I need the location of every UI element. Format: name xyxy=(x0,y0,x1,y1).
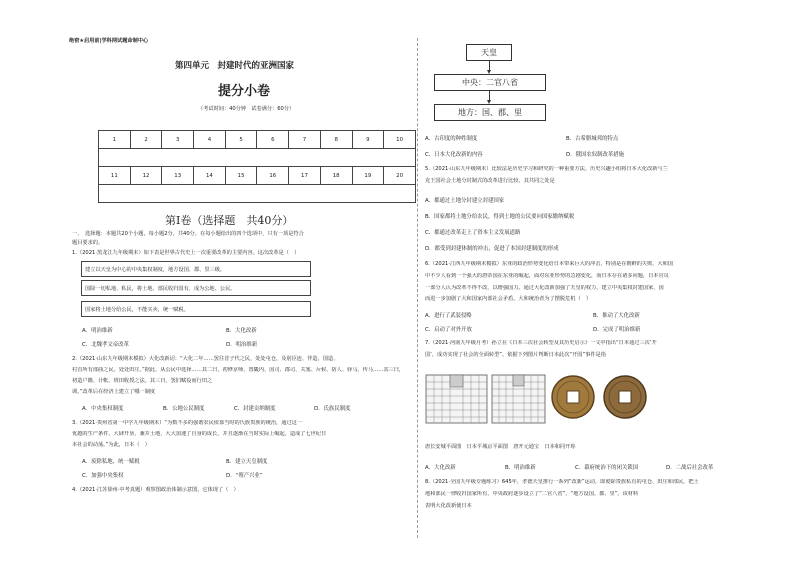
instructions-line-2: 题目要求的。 xyxy=(72,240,104,246)
q8-line-2: 地和部民一律收归国家所有，中央政府逐步设立了“二官八省”，“地方设国、郡、里”，该材料 xyxy=(425,491,639,497)
q1-stem: 1.（2021·黑龙江九年级期末）如下表是世界古代史上一次重要改革的主要内容。这次改革是（ ） xyxy=(72,250,300,256)
q5-line-2: 克王国社会土地分封制式的改革进行比较，其共同之处是 xyxy=(425,178,555,184)
score-answer-row[interactable] xyxy=(99,149,416,167)
score-cell-7: 7 xyxy=(289,131,321,149)
q2-line-4: 调。”改革后在经济上建立了哪一制度 xyxy=(72,389,156,395)
score-answer-row[interactable] xyxy=(99,185,416,203)
q3-option-d[interactable]: D．“殖产兴业” xyxy=(226,473,263,479)
exam-info: （考试时间：40分钟 试卷满分：60分） xyxy=(198,106,295,112)
score-cell-12: 12 xyxy=(130,167,162,185)
q7-option-b[interactable]: B．明治维新 xyxy=(505,465,536,471)
header-left: 绝密★启用前|学科网试题命制中心 xyxy=(69,38,149,44)
paper-title: 提分小卷 xyxy=(218,84,271,99)
score-cell-4: 4 xyxy=(194,131,226,149)
score-cell-9: 9 xyxy=(352,131,384,149)
score-cell-19: 19 xyxy=(352,167,384,185)
q1-option-d[interactable]: D．明治维新 xyxy=(226,342,258,348)
q7-caption: 唐长安城平面图 日本平城京平面图 唐开元通宝 日本和同开珎 xyxy=(425,444,576,450)
chang-an-city-plan-image xyxy=(425,374,488,424)
q1-row-1: 建立以天皇为中心的中央集权制度，地方设国、郡、里三级。 xyxy=(81,261,311,277)
q1-option-b[interactable]: B．大化改新 xyxy=(226,328,257,334)
q3-line-2: 优越的生产条件，大肆开垦、兼并土地，大大加速了自身的成长，并且逐渐在当时实际上崛起，造成了七世纪日 xyxy=(72,431,327,437)
q1-row-3: 国家将土地分给公民，不能买卖，统一赋税。 xyxy=(81,301,311,317)
q6-option-c[interactable]: C．启动了对外开放 xyxy=(425,327,472,333)
q4-option-a[interactable]: A．古印度的种姓制度 xyxy=(425,136,478,142)
score-cell-5: 5 xyxy=(225,131,257,149)
diagram-central-box: 中央：二官八省 xyxy=(434,74,546,91)
q8-line-1: 8.（2021·全国九年级专题练习）645年，孝德天皇推行一系列“改新”运动，即废除贵族私有的屯仓、田庄和部民，把土 xyxy=(425,479,699,485)
q4-option-c[interactable]: C．日本大化改新的内容 xyxy=(425,152,483,158)
q2-option-b[interactable]: B．公地公民制度 xyxy=(163,406,205,412)
score-table xyxy=(98,130,416,203)
instructions-line-1: 一、 选择题：本题共20个小题，每小题2分，共40分。在每小题给出的四个选项中，只有一项是符合 xyxy=(72,231,304,237)
score-cell-20: 20 xyxy=(384,167,416,185)
q7-option-c[interactable]: C．幕府统治下的闭关锁国 xyxy=(575,465,639,471)
unit-title: 第四单元 封建时代的亚洲国家 xyxy=(175,61,295,71)
q6-option-a[interactable]: A．进行了武装侵略 xyxy=(425,313,472,319)
score-cell-14: 14 xyxy=(194,167,226,185)
score-cell-15: 15 xyxy=(225,167,257,185)
q1-option-a[interactable]: A．明治维新 xyxy=(82,328,113,334)
q7-option-a[interactable]: A．大化改新 xyxy=(425,465,456,471)
heijo-kyo-plan-image xyxy=(491,374,546,424)
q7-line-1: 7.（2021·河南九年级月考）孙立在《日本三次社会转型及其历史启示》一文中指出“日本通过三次‘开 xyxy=(425,340,657,346)
q5-option-b[interactable]: B．国家都将土地分给农民，得到土地的公民要向国家缴纳赋税 xyxy=(425,214,575,220)
score-cell-2: 2 xyxy=(130,131,162,149)
q4-stem: 4.（2021·江苏徐州·中考真题）观察图政治体制示意图，它体现了（ ） xyxy=(72,487,239,493)
q3-option-b[interactable]: B．建立天皇制度 xyxy=(226,459,268,465)
q6-line-2: 中不少人看到一个强大的唐帝国在东亚的崛起，面对东亚形势的急剧变化，而日本存在诸多问题，日本官员 xyxy=(425,273,669,279)
column-divider xyxy=(417,38,418,538)
q5-option-c[interactable]: C．都通过改革走上了资本主义发展道路 xyxy=(425,230,521,236)
score-cell-16: 16 xyxy=(257,167,289,185)
q2-line-2: 村首所有部曲之民，处处田庄。”据此，从公民中选择……其二曰，初修京师，置畿内、国司、郡司、关塞、斥候、防人、驿马、传马……其三曰， xyxy=(72,367,405,373)
score-cell-13: 13 xyxy=(162,167,194,185)
q2-line-3: 初造户籍、计帐、班田收授之法。其三曰，罢旧赋役而行田之 xyxy=(72,378,213,384)
q3-option-a[interactable]: A．废除私地、统一赋税 xyxy=(82,459,140,465)
q7-option-d[interactable]: D．二战后社会改革 xyxy=(666,465,714,471)
score-cell-3: 3 xyxy=(162,131,194,149)
q3-line-3: 本社会的动荡。”为此，日本（ ） xyxy=(72,442,150,448)
q5-line-1: 5.（2021·山东九年级期末）比较法是历史学习和研究的一种重要方法。历史兴趣小组将日本大化改新与兰 xyxy=(425,166,668,172)
q1-row-2: 国除一切私地、私民，将土地、部民收归国有，成为公地、公民。 xyxy=(81,280,311,296)
score-cell-6: 6 xyxy=(257,131,289,149)
score-cell-17: 17 xyxy=(289,167,321,185)
q2-option-d[interactable]: D．氏族民制度 xyxy=(314,406,351,412)
q7-line-2: 国’，成功实现了社会的全面转型”。依据下列图片判断日本此次“开国”事件是指 xyxy=(425,352,606,358)
section-title: 第Ⅰ卷（选择题 共40分） xyxy=(165,214,294,227)
score-cell-10: 10 xyxy=(384,131,416,149)
score-cell-18: 18 xyxy=(320,167,352,185)
q6-line-3: 一部分人认为改革不得不改，以增强国力。通过大化改新加强了天皇的权力，建立中央集权封建国家，国 xyxy=(425,285,664,291)
q8-line-3: 表明大化改新使日本 xyxy=(425,503,472,509)
q5-option-a[interactable]: A．都通过土地分封建立封建国家 xyxy=(425,198,505,204)
q6-option-b[interactable]: B．推动了大化改新 xyxy=(593,313,640,319)
kaiyuan-tongbao-coin-image xyxy=(550,374,596,420)
q2-option-c[interactable]: C．封建贡纳制度 xyxy=(234,406,276,412)
q2-option-a[interactable]: A．中央集权制度 xyxy=(82,406,124,412)
q2-line-1: 2.（2021·山东九年级期末模拟）大化改新诏：“大化二年……罢往昔子代之民，处处屯仓，及别臣连、伴造、国造、 xyxy=(72,356,339,362)
q5-option-d[interactable]: D．都受到封建体制的冲击，促进了本国封建制度的形成 xyxy=(425,246,559,252)
q6-line-1: 6.（2021·江西九年级期末模拟）东亚的政治形势变化给日本带来巨大的冲击，特别是在朝鲜的失败，大和国 xyxy=(425,261,674,267)
score-cell-8: 8 xyxy=(320,131,352,149)
diagram-emperor-box: 天皇 xyxy=(466,44,512,61)
q3-option-c[interactable]: C．加强中央集权 xyxy=(82,473,124,479)
q1-option-c[interactable]: C．北魏孝文帝改革 xyxy=(82,342,129,348)
q6-line-4: 而进一步加剧了大和国家内部社会矛盾。大和统治者为了摆脱危机（ ） xyxy=(425,296,592,302)
q3-line-1: 3.（2021·贵州省第一中学九年级期末）“为数不多的强谐农民依靠当时的氏族贵族的统治，通过这一 xyxy=(72,420,302,426)
score-cell-11: 11 xyxy=(99,167,131,185)
wado-kaichin-coin-image xyxy=(602,374,648,420)
score-cell-1: 1 xyxy=(99,131,131,149)
q4-option-b[interactable]: B．古希腊城邦的特点 xyxy=(566,136,619,142)
diagram-local-box: 地方：国、郡、里 xyxy=(434,104,546,121)
q6-option-d[interactable]: D．完成了明治维新 xyxy=(593,327,641,333)
q4-option-d[interactable]: D．俄国农奴制改革措施 xyxy=(566,152,625,158)
